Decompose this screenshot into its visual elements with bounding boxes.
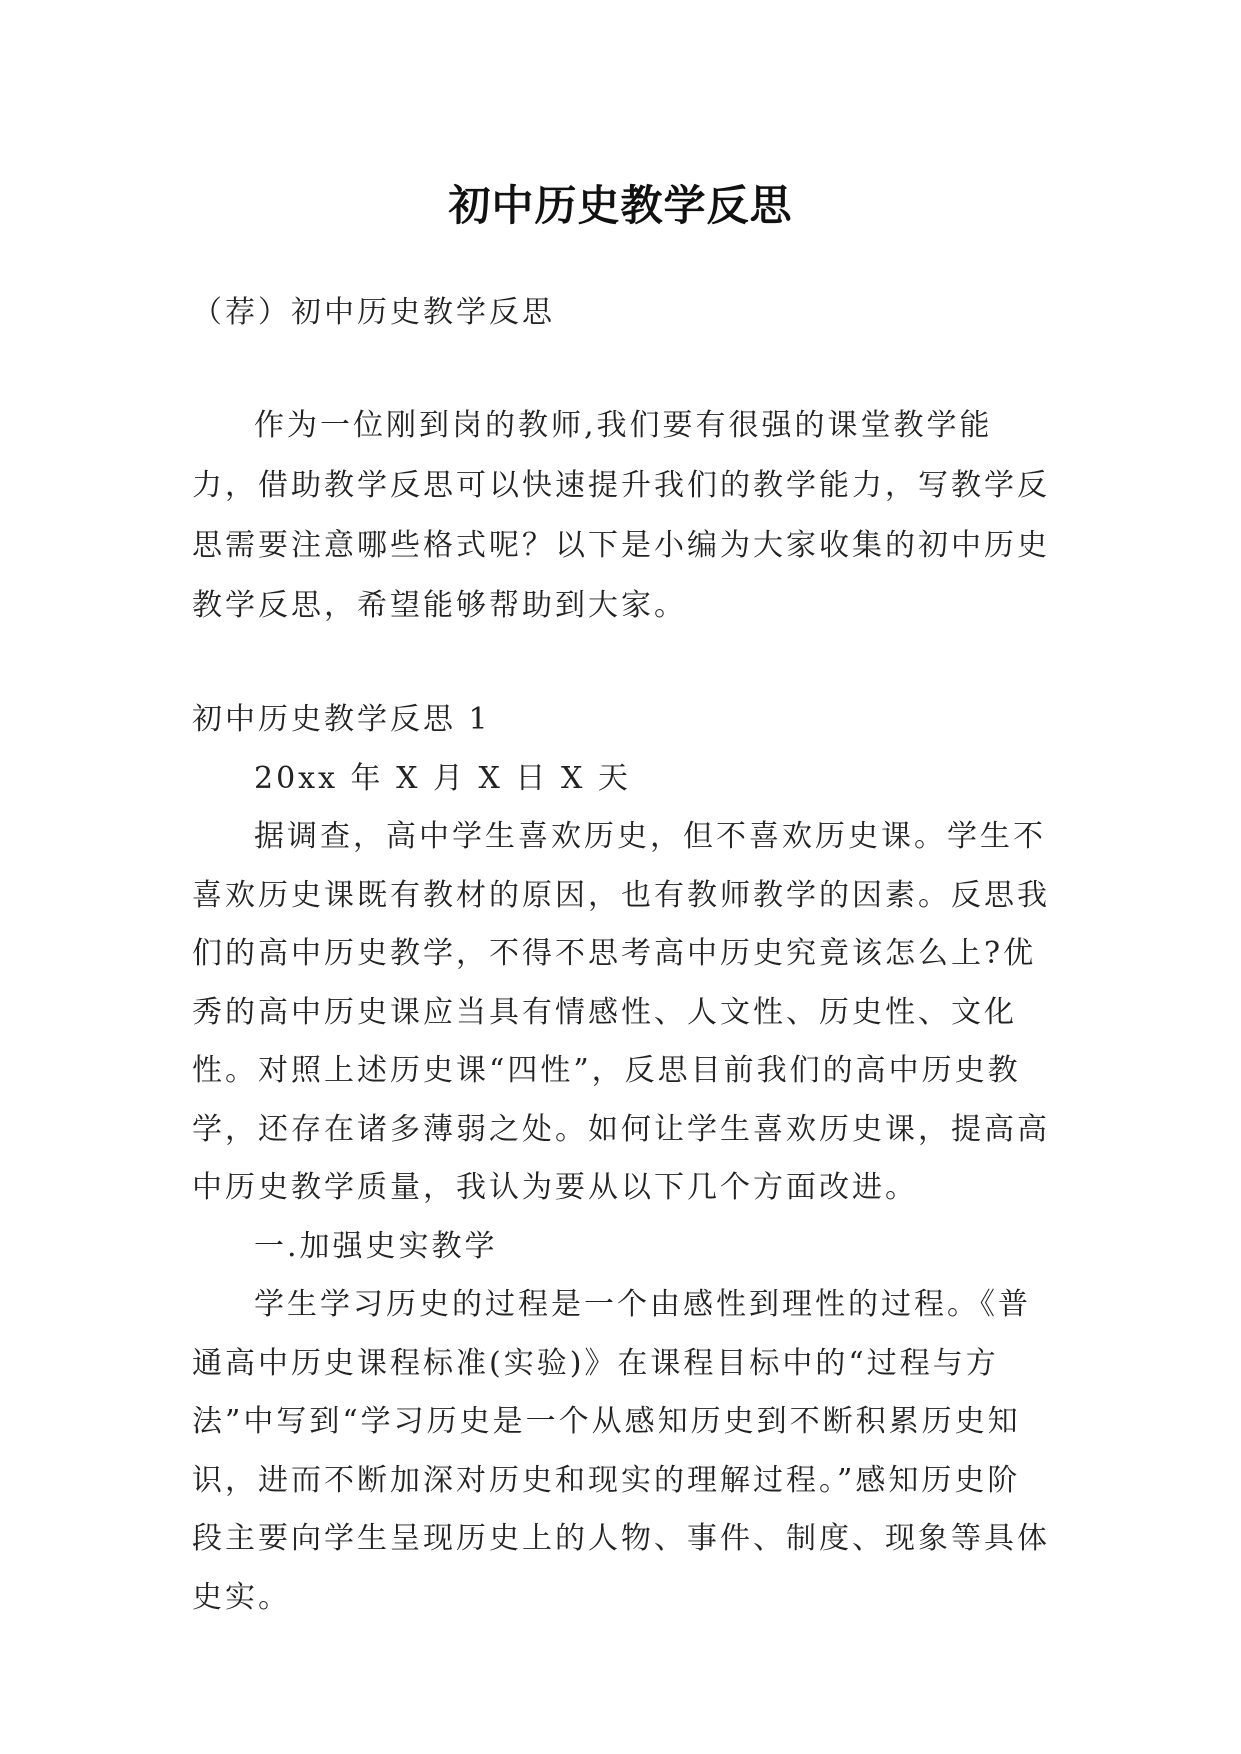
intro-paragraph: 作为一位刚到岗的教师,我们要有很强的课堂教学能力，借助教学反思可以快速提升我们的教学能力，写教学反思需要注意哪些格式呢？以下是小编为大家收集的初中历史教学反思，希望能够帮助到大家。 <box>192 408 1050 623</box>
document-subtitle: （荐）初中历史教学反思 <box>192 295 555 330</box>
document-title: 初中历史教学反思 <box>448 181 793 231</box>
subheading: 一.加强史实教学 <box>254 1228 498 1264</box>
section-heading: 初中历史教学反思 1 <box>192 702 491 737</box>
body-paragraph: 学生学习历史的过程是一个由感性到理性的过程。《普通高中历史课程标准(实验)》在课程目标中的“过程与方法”中写到“学习历史是一个从感知历史到不断积累历史知识，进而不断加深对历史和现实的理解过程。”感知历史阶段主要向学生呈现历史上的人物、事件、制度、现象等具体史实。 <box>192 1287 1050 1615</box>
section-1 <box>192 691 1052 1627</box>
body-paragraph: 据调查，高中学生喜欢历史，但不喜欢历史课。学生不喜欢历史课既有教材的原因，也有教师教学的因素。反思我们的高中历史教学，不得不思考高中历史究竟该怎么上?优秀的高中历史课应当具有情感性、人文性、历史性、文化性。对照上述历史课“四性”，反思目前我们的高中历史教学，还存在诸多薄弱之处。如何让学生喜欢历史课，提高高中历史教学质量，我认为要从以下几个方面改进。 <box>192 819 1050 1205</box>
date-line: 20xx 年 X 月 X 日 X 天 <box>254 760 631 796</box>
